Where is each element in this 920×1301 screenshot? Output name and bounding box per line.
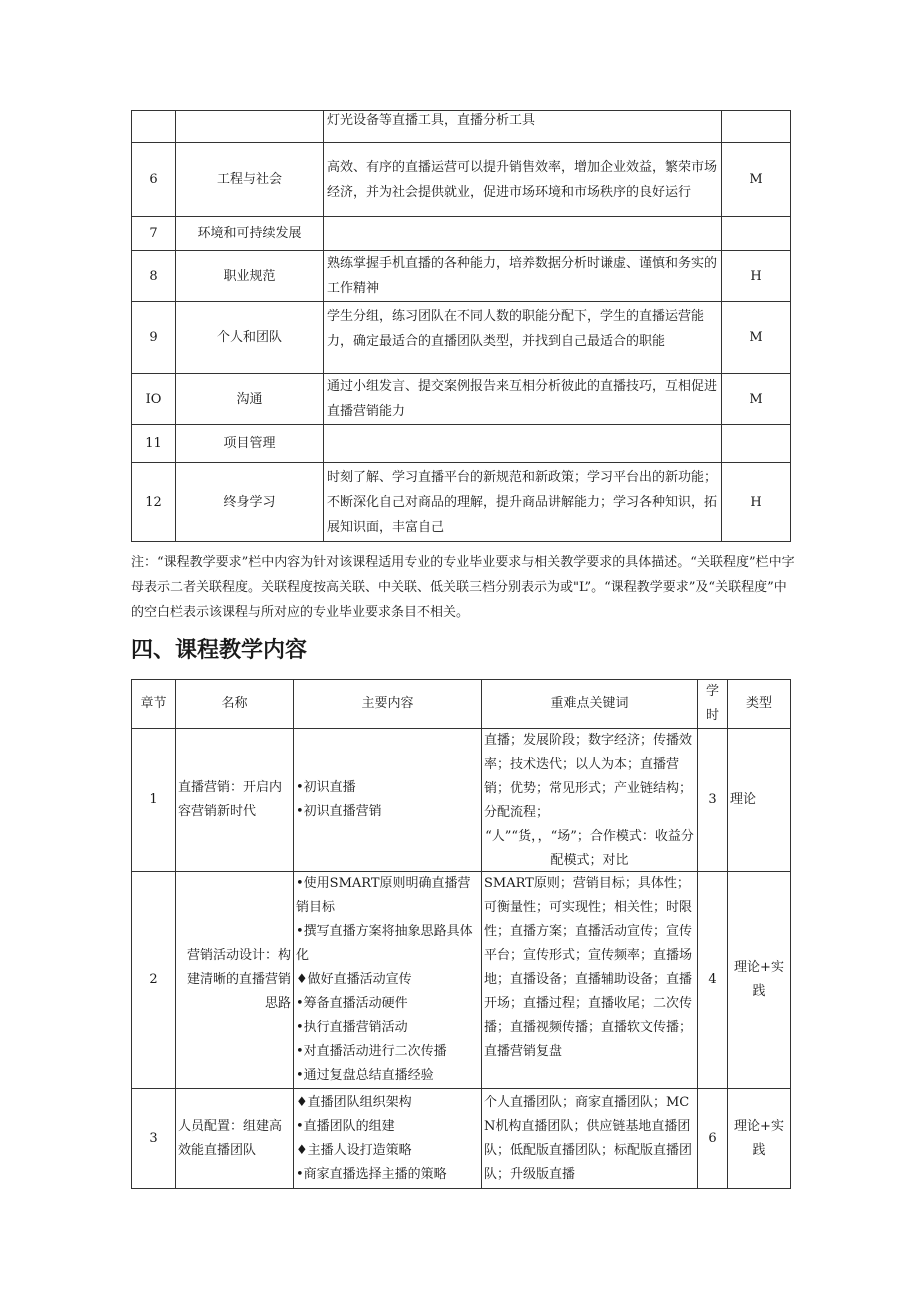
row-no: 8	[132, 251, 176, 302]
chapter-items	[294, 729, 482, 872]
header-name: 名称	[176, 680, 294, 729]
table-header-row	[132, 680, 791, 729]
chapter-number: 3	[132, 1089, 176, 1189]
row-content	[324, 425, 722, 463]
header-keywords: 重难点关键词	[482, 680, 698, 729]
row-no: 11	[132, 425, 176, 463]
row-content	[324, 217, 722, 251]
chapter-name: 直播营销：开启内容营销新时代	[176, 729, 294, 872]
row-item: 职业规范	[176, 251, 324, 302]
row-level: H	[722, 251, 791, 302]
row-item: 工程与社会	[176, 143, 324, 217]
chapter-name: 人员配置：组建高效能直播团队	[176, 1089, 294, 1189]
list-item: •使用SMART原则明确直播营销目标	[296, 876, 471, 915]
row-item: 环境和可持续发展	[176, 217, 324, 251]
table-row	[132, 729, 791, 872]
row-level: M	[722, 374, 791, 425]
row-no: 12	[132, 463, 176, 542]
keywords-text: “人”“货，，“场”；合作模式：收益分配模式；对比	[485, 829, 694, 867]
list-item: •对直播活动进行二次传播	[296, 1044, 447, 1059]
section-title: 四、课程教学内容	[131, 638, 308, 663]
list-item: •筹备直播活动硬件	[296, 996, 408, 1011]
chapter-items	[294, 872, 482, 1089]
row-item: 终身学习	[176, 463, 324, 542]
table-row	[132, 251, 791, 302]
chapter-number: 1	[132, 729, 176, 872]
list-item: ♦做好直播活动宣传	[296, 972, 412, 987]
row-item: 沟通	[176, 374, 324, 425]
list-item: ♦主播人设打造策略	[296, 1142, 412, 1158]
table-row	[132, 374, 791, 425]
row-content: 高效、有序的直播运营可以提升销售效率，增加企业效益，繁荣市场经济，并为社会提供就业，促进市场环境和市场秩序的良好运行	[324, 143, 722, 217]
table-row	[132, 302, 791, 374]
list-item: ♦直播团队组织架构	[296, 1094, 412, 1110]
chapter-hours: 4	[698, 872, 728, 1089]
row-content: 灯光设备等直播工具，直播分析工具	[324, 111, 722, 143]
chapter-type: 理论+实践	[728, 1089, 791, 1189]
chapter-items	[294, 1089, 482, 1189]
row-level	[722, 217, 791, 251]
row-item	[176, 111, 324, 143]
list-item: •通过复盘总结直播经验	[296, 1068, 434, 1083]
table-row	[132, 111, 791, 143]
row-level: M	[722, 302, 791, 374]
header-type: 类型	[728, 680, 791, 729]
chapter-hours: 6	[698, 1089, 728, 1189]
row-item: 个人和团队	[176, 302, 324, 374]
table-row	[132, 425, 791, 463]
row-no	[132, 111, 176, 143]
header-chapter: 章节	[132, 680, 176, 729]
row-item: 项目管理	[176, 425, 324, 463]
row-content: 通过小组发言、提交案例报告来互相分析彼此的直播技巧，互相促进直播营销能力	[324, 374, 722, 425]
requirements-table	[131, 110, 791, 542]
chapter-keywords: 个人直播团队；商家直播团队；MCN机构直播团队；供应链基地直播团队；低配版直播团队；标配版直播团队；升级版直播	[482, 1089, 698, 1189]
list-item: •执行直播营销活动	[296, 1020, 408, 1035]
chapter-name: 营销活动设计：构建清晰的直播营销思路	[176, 872, 294, 1089]
header-hours: 学时	[698, 680, 728, 729]
chapter-type: 理论+实践	[728, 872, 791, 1089]
table-row	[132, 1089, 791, 1189]
list-item: •直播团队的组建	[296, 1118, 395, 1134]
chapter-type: 理论	[728, 729, 791, 872]
chapter-hours: 3	[698, 729, 728, 872]
table-row	[132, 463, 791, 542]
list-item: •商家直播选择主播的策略	[296, 1166, 447, 1182]
row-content: 时刻了解、学习直播平台的新规范和新政策；学习平台出的新功能；不断深化自己对商品的理解，提升商品讲解能力；学习各种知识，拓展知识面，丰富自己	[324, 463, 722, 542]
list-item: •初识直播	[296, 780, 356, 795]
table-row	[132, 143, 791, 217]
row-level: M	[722, 143, 791, 217]
row-no: IO	[132, 374, 176, 425]
chapter-keywords	[482, 729, 698, 872]
table-row	[132, 872, 791, 1089]
chapter-number: 2	[132, 872, 176, 1089]
row-no: 7	[132, 217, 176, 251]
course-content-table	[131, 679, 791, 1189]
list-item: •初识直播营销	[296, 804, 382, 819]
row-level	[722, 111, 791, 143]
row-content: 学生分组，练习团队在不同人数的职能分配下，学生的直播运营能力，确定最适合的直播团队类型，并找到自己最适合的职能	[324, 302, 722, 374]
row-level	[722, 425, 791, 463]
keywords-text: 直播；发展阶段；数字经济；传播效率；技术迭代；以人为本；直播营销；优势；常见形式；产业链结构；分配流程；	[484, 733, 693, 820]
row-no: 9	[132, 302, 176, 374]
table-footnote: 注：“课程教学要求”栏中内容为针对该课程适用专业的专业毕业要求与相关教学要求的具体描述。“关联程度”栏中字母表示二者关联程度。关联程度按高关联、中关联、低关联三档分别表示为或"L”。“课程教学要求”及“关联程度”中的空白栏表示该课程与所对应的专业毕业要求条目不相关。	[131, 555, 795, 620]
row-no: 6	[132, 143, 176, 217]
row-level: H	[722, 463, 791, 542]
row-content: 熟练掌握手机直播的各种能力，培养数据分析时谦虚、谨慎和务实的工作精神	[324, 251, 722, 302]
table-row	[132, 217, 791, 251]
chapter-keywords: SMART原则；营销目标；具体性；可衡量性；可实现性；相关性；时限性；直播方案；直播活动宣传；宣传平台；宣传形式；宣传频率；直播场地；直播设备；直播辅助设备；直播开场；直播过程；直播收尾；二次传播；直播视频传播；直播软文传播；直播营销复盘	[482, 872, 698, 1089]
header-main-content: 主要内容	[294, 680, 482, 729]
list-item: •撰写直播方案将抽象思路具体化	[296, 924, 473, 963]
